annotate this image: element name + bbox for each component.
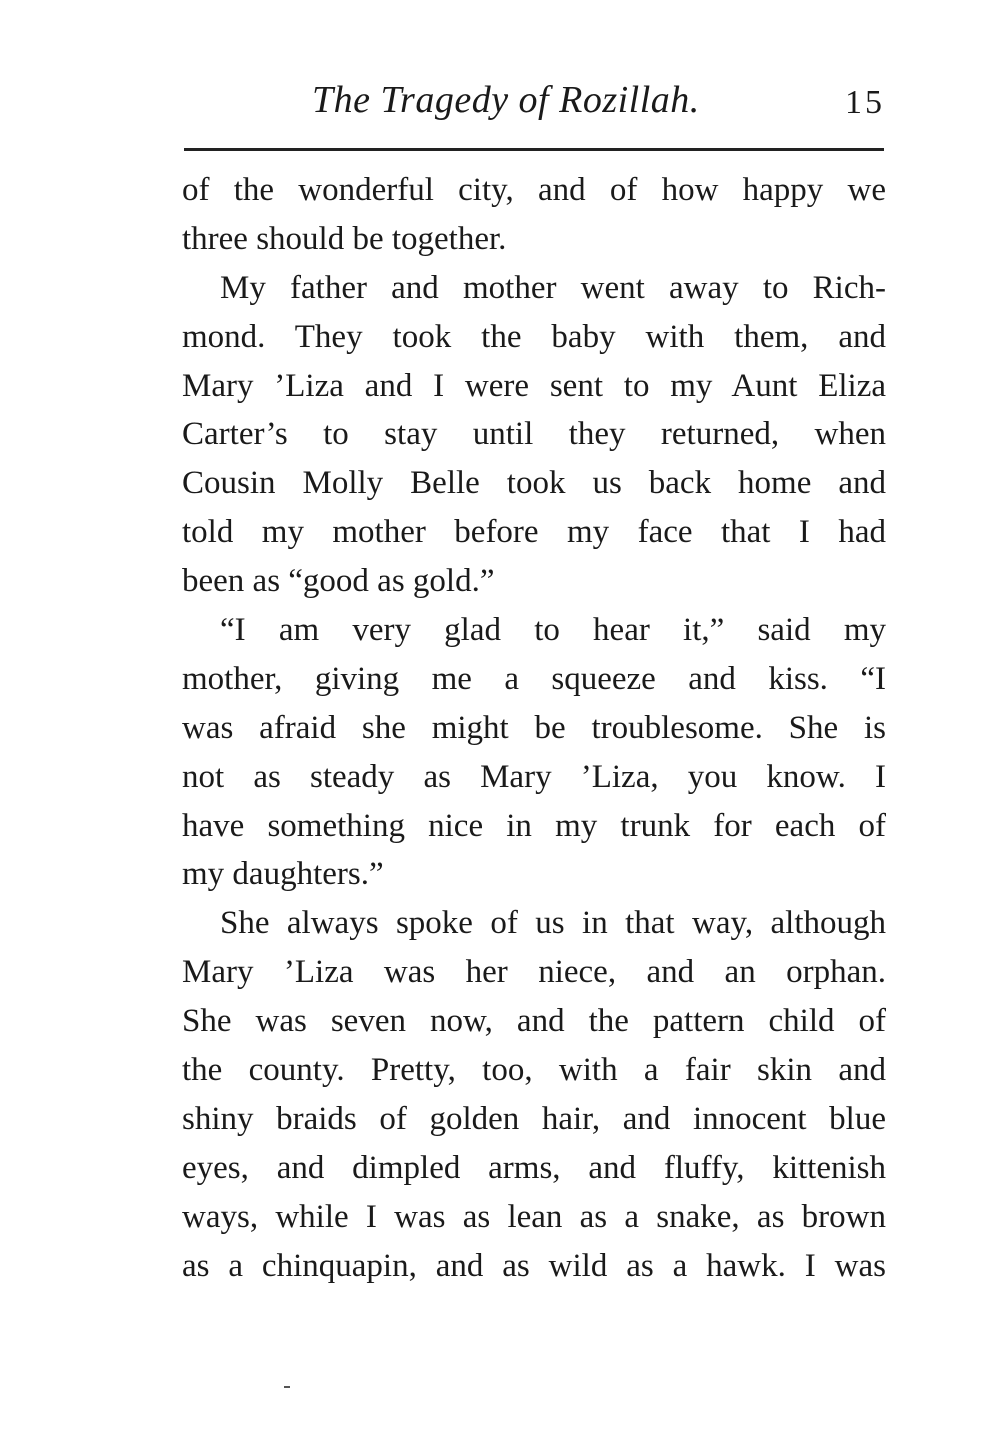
text-line: She was seven now, and the pattern child of <box>182 1003 886 1040</box>
text-line: three should be together. <box>182 220 507 257</box>
text-line: Carter’s to stay until they returned, when <box>182 416 886 453</box>
print-speck <box>284 1386 290 1388</box>
text-line: My father and mother went away to Rich- <box>220 269 886 306</box>
body-text <box>182 166 886 1290</box>
text-line: “I am very glad to hear it,” said my <box>220 612 886 649</box>
text-line: ways, while I was as lean as a snake, as brown <box>182 1198 886 1235</box>
text-line: Mary ’Liza was her niece, and an orphan. <box>182 954 886 991</box>
text-line: She always spoke of us in that way, although <box>220 905 886 942</box>
text-line: Cousin Molly Belle took us back home and <box>182 465 886 502</box>
text-line: not as steady as Mary ’Liza, you know. I <box>182 758 886 795</box>
text-line: told my mother before my face that I had <box>182 514 886 551</box>
text-line: have something nice in my trunk for each of <box>182 807 886 844</box>
text-line: mother, giving me a squeeze and kiss. “I <box>182 660 886 697</box>
text-line: my daughters.” <box>182 856 384 893</box>
text-line: shiny braids of golden hair, and innocent blue <box>182 1100 886 1137</box>
text-line: eyes, and dimpled arms, and fluffy, kittenish <box>182 1149 886 1186</box>
text-line: Mary ’Liza and I were sent to my Aunt Eliza <box>182 367 886 404</box>
page-number: 15 <box>845 84 885 121</box>
text-line: was afraid she might be troublesome. She is <box>182 709 886 746</box>
text-line: been as “good as gold.” <box>182 563 495 600</box>
running-header <box>182 78 887 138</box>
running-title: The Tragedy of Rozillah. <box>312 79 700 121</box>
text-line: of the wonderful city, and of how happy we <box>182 172 886 208</box>
text-line: as a chinquapin, and as wild as a hawk. I was <box>182 1247 886 1284</box>
text-line: the county. Pretty, too, with a fair skin and <box>182 1052 886 1089</box>
text-line: mond. They took the baby with them, and <box>182 318 886 355</box>
header-rule <box>184 148 884 151</box>
